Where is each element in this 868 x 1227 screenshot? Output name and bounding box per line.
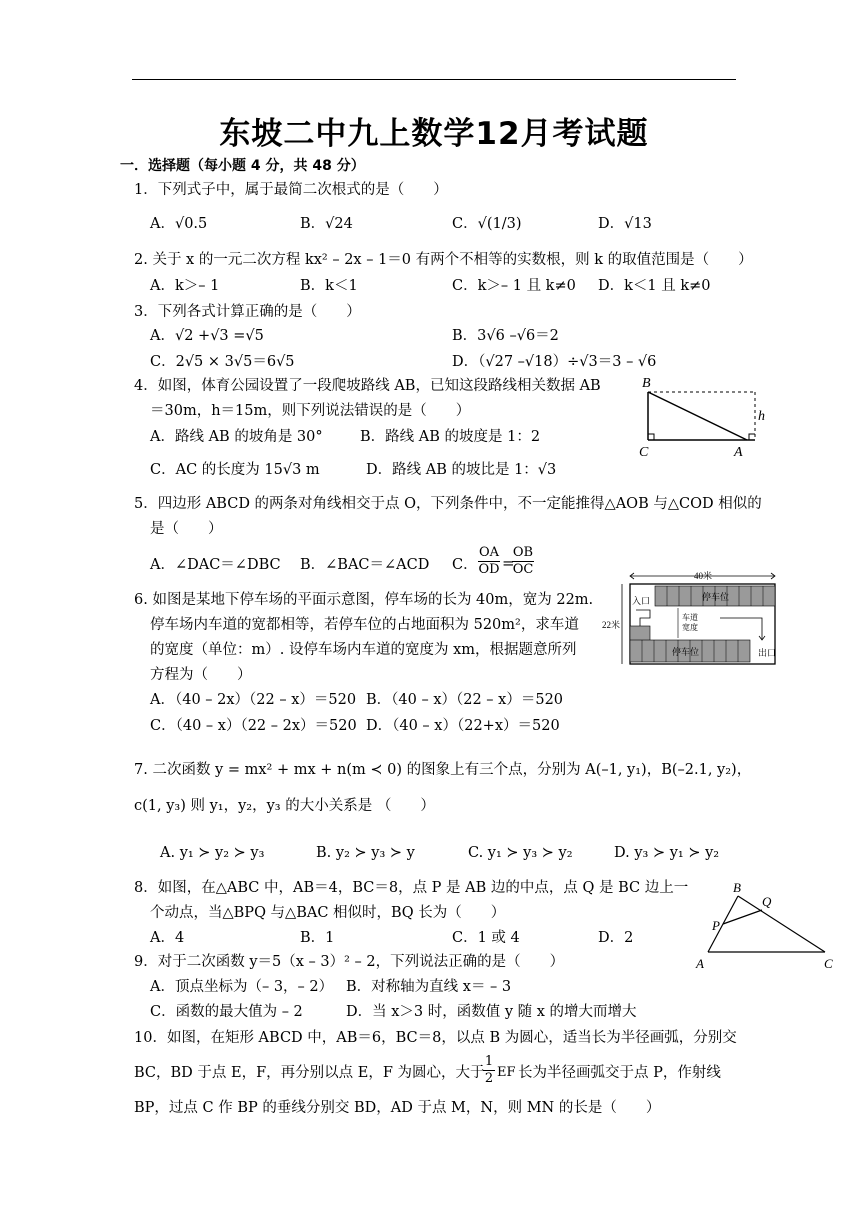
header-rule: [132, 79, 736, 80]
fig6-width: 22米: [602, 620, 621, 630]
fig4-label-b: B: [642, 376, 651, 391]
q8-option-c: C．1 或 4: [452, 930, 520, 946]
q2-option-a: A．k＞– 1: [150, 278, 220, 294]
fig8-label-p: P: [712, 918, 720, 933]
q4-option-d: D．路线 AB 的坡比是 1：√3: [366, 462, 557, 478]
q2-stem: 2. 关于 x 的一元二次方程 kx² – 2x – 1＝0 有两个不相等的实数根，则 k 的取值范围是（ ）: [134, 252, 753, 268]
fig6-entry: 入口: [632, 596, 651, 606]
q4-option-a: A．路线 AB 的坡角是 30°: [150, 429, 323, 445]
q10-frac-tail: EF: [497, 1065, 516, 1080]
q5-frac2-den: OC: [512, 562, 534, 577]
fig6-spot-bottom: 停车位: [672, 647, 700, 657]
q10-fraction: [483, 1054, 495, 1087]
q1-option-a: A．√0.5: [150, 216, 208, 232]
q1-option-d: D．√13: [598, 216, 652, 232]
q3-option-a: A．√2 +√3 =√5: [150, 328, 264, 344]
q9-option-d: D．当 x＞3 时，函数值 y 随 x 的增大而增大: [346, 1004, 637, 1020]
q7-stem-line2: c(1, y₃) 则 y₁，y₂，y₃ 的大小关系是 （ ）: [134, 798, 435, 814]
q10-stem-line3: BP，过点 C 作 BP 的垂线分别交 BD，AD 于点 M，N，则 MN 的长是（ ）: [134, 1100, 661, 1116]
q10-stem-line2a: BC，BD 于点 E，F，再分别以点 E，F 为圆心，大于: [134, 1065, 485, 1081]
q7-option-d: D. y₃ ≻ y₁ ≻ y₂: [614, 845, 720, 861]
q1-option-c: C．√(1/3): [452, 216, 522, 232]
q5-stem-line1: 5．四边形 ABCD 的两条对角线相交于点 O，下列条件中，不一定能推得△AOB 与△COD 相似的: [134, 496, 762, 512]
q10-frac-num: 1: [484, 1054, 494, 1069]
q3-stem: 3．下列各式计算正确的是（ ）: [134, 304, 361, 320]
q8-option-d: D．2: [598, 930, 634, 946]
q1-stem: 1．下列式子中，属于最简二次根式的是（ ）: [134, 182, 448, 198]
q5-fraction-1: [478, 545, 500, 578]
section-heading: 一．选择题（每小题 4 分，共 48 分）: [120, 158, 365, 174]
fig8-label-a: A: [696, 956, 704, 971]
q6-stem-line1: 6. 如图是某地下停车场的平面示意图，停车场的长为 40m，宽为 22m.: [134, 592, 594, 608]
q5-frac1-num: OA: [478, 545, 500, 560]
exam-title: 东坡二中九上数学12月考试题: [219, 116, 649, 152]
q5-frac2-num: OB: [512, 545, 534, 560]
q4-option-c: C．AC 的长度为 15√3 m: [150, 462, 320, 478]
q6-stem-line2: 停车场内车道的宽都相等，若停车位的占地面积为 520m²，求车道: [150, 617, 579, 633]
q5-stem-line2: 是（ ）: [150, 521, 223, 537]
fig4-label-c: C: [639, 445, 649, 460]
q10-stem-line2b: 长为半径画弧交于点 P，作射线: [518, 1065, 721, 1081]
q8-stem-line1: 8．如图，在△ABC 中，AB＝4，BC＝8，点 P 是 AB 边的中点，点 Q 是 BC 边上一: [134, 880, 689, 896]
q5-fraction-2: [512, 545, 534, 578]
q2-option-b: B．k＜1: [300, 278, 358, 294]
q7-stem-line1: 7. 二次函数 y = mx² + mx + n(m ≺ 0) 的图象上有三个点，分别为 A(–1, y₁)，B(–2.1, y₂)，: [134, 762, 752, 778]
q8-option-a: A．4: [150, 930, 185, 946]
q2-option-d: D．k＜1 且 k≠0: [598, 278, 711, 294]
q5-equals: =: [502, 554, 515, 572]
q5-option-b: B．∠BAC＝∠ACD: [300, 557, 430, 573]
q6-stem-line4: 方程为（ ）: [150, 667, 252, 683]
q9-option-a: A．顶点坐标为（– 3，– 2）: [150, 979, 334, 995]
q3-option-b: B．3√6 –√6＝2: [452, 328, 559, 344]
q4-option-b: B．路线 AB 的坡度是 1：2: [360, 429, 541, 445]
q5-frac1-den: OD: [478, 562, 500, 577]
q7-option-b: B. y₂ ≻ y₃ ≻ y: [316, 845, 415, 861]
q7-option-c: C. y₁ ≻ y₃ ≻ y₂: [468, 845, 573, 861]
q1-option-b: B．√24: [300, 216, 353, 232]
q6-option-c: C．（40 – x）（22 – 2x）＝520: [150, 718, 357, 734]
triangle-figure: [692, 882, 842, 972]
fig6-lane-2: 宽度: [682, 623, 698, 632]
q4-stem-line1: 4．如图，体育公园设置了一段爬坡路线 AB，已知这段路线相关数据 AB: [134, 378, 601, 394]
fig4-label-h: h: [758, 409, 765, 424]
fig8-label-q: Q: [762, 894, 772, 909]
q6-option-b: B．（40 – x）（22 – x）＝520: [366, 692, 564, 708]
q9-option-b: B．对称轴为直线 x＝ – 3: [346, 979, 512, 995]
fig8-label-c: C: [824, 956, 833, 971]
q10-stem-line1: 10．如图，在矩形 ABCD 中，AB＝6，BC＝8，以点 B 为圆心，适当长为半径画弧，分别交: [134, 1030, 737, 1046]
q5-option-a: A．∠DAC＝∠DBC: [150, 557, 281, 573]
fig6-lane-1: 车道: [682, 613, 698, 622]
parking-figure: [600, 568, 790, 668]
fig6-spot-top: 停车位: [702, 592, 730, 602]
q5-option-c-prefix: C．: [452, 557, 478, 573]
q6-option-a: A．（40 – 2x）（22 – x）＝520: [150, 692, 357, 708]
q6-stem-line3: 的宽度（单位：m）. 设停车场内车道的宽度为 xm，根据题意所列: [150, 642, 577, 658]
slope-figure: [620, 374, 770, 458]
fig6-length: 40米: [694, 571, 713, 581]
q9-stem: 9．对于二次函数 y＝5（x – 3）² – 2，下列说法正确的是（ ）: [134, 954, 565, 970]
q10-frac-den: 2: [484, 1071, 494, 1086]
q2-option-c: C．k＞– 1 且 k≠0: [452, 278, 576, 294]
q7-option-a: A. y₁ ≻ y₂ ≻ y₃: [160, 845, 265, 861]
fig4-label-a: A: [734, 445, 743, 460]
q4-stem-line2: ＝30m，h＝15m，则下列说法错误的是（ ）: [150, 403, 471, 419]
q8-option-b: B．1: [300, 930, 335, 946]
fig8-label-b: B: [733, 880, 741, 895]
q9-option-c: C．函数的最大值为 – 2: [150, 1004, 303, 1020]
fig6-exit: 出口: [758, 648, 777, 658]
q8-stem-line2: 个动点，当△BPQ 与△BAC 相似时，BQ 长为（ ）: [150, 905, 506, 921]
q6-option-d: D．（40 – x）（22+x）＝520: [366, 718, 560, 734]
q3-option-d: D．（√27 –√18）÷√3＝3 – √6: [452, 354, 657, 370]
q3-option-c: C．2√5 × 3√5＝6√5: [150, 354, 295, 370]
